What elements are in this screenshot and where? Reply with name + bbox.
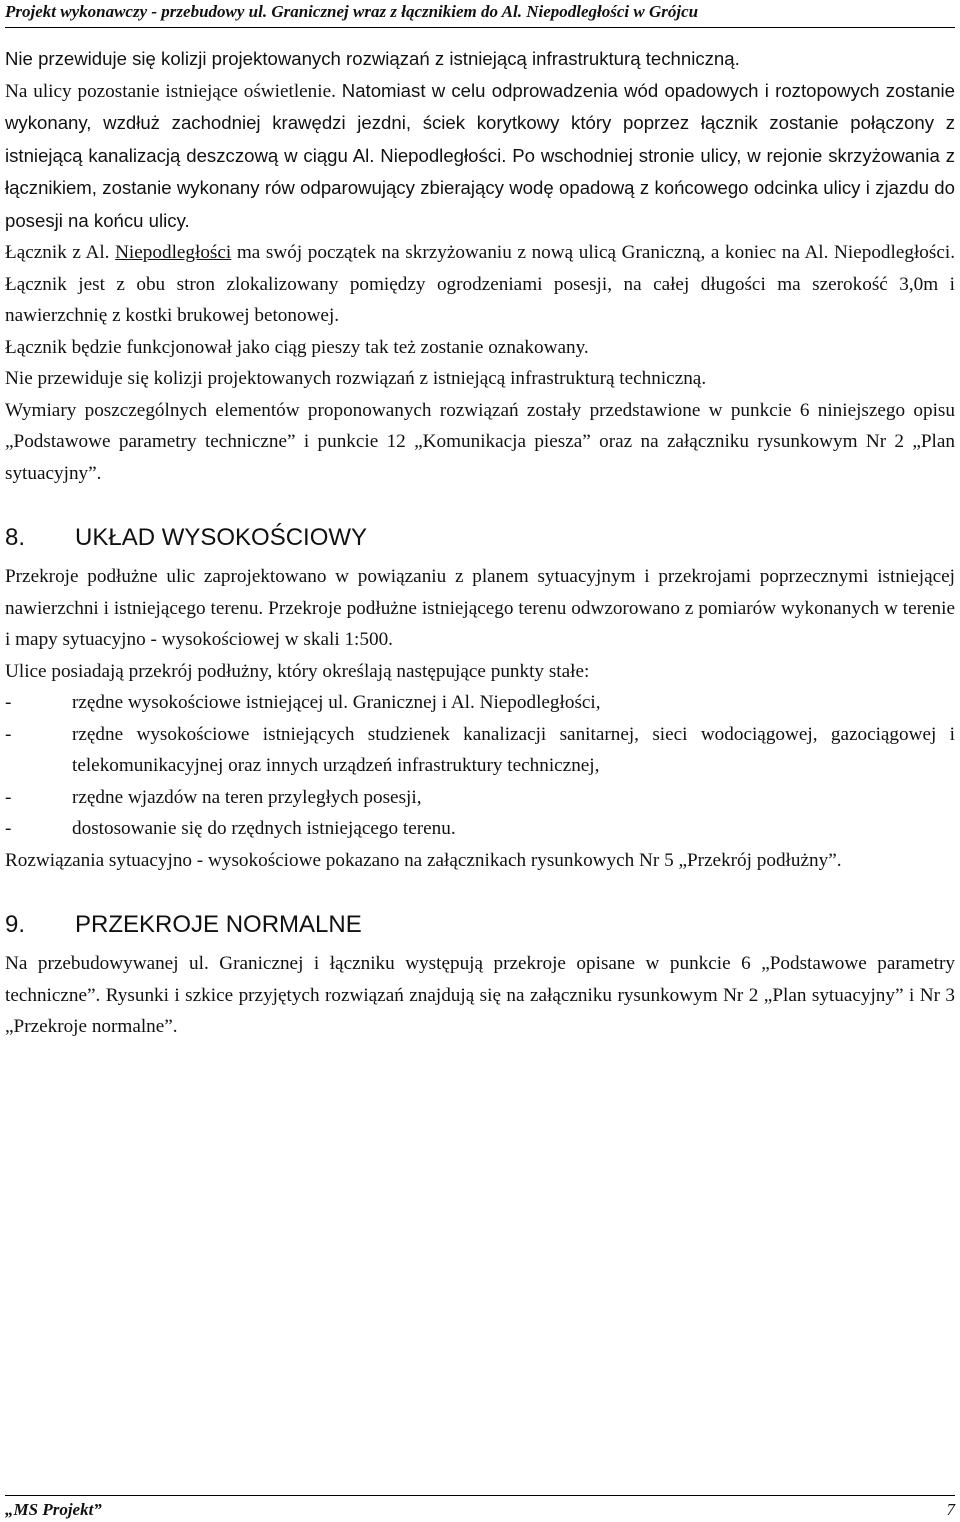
page-number: 7 <box>946 1500 955 1519</box>
list-item-text: rzędne wysokościowe istniejącej ul. Granicznej i Al. Niepodległości, <box>72 692 601 713</box>
section-8-paragraph-3: Rozwiązania sytuacyjno - wysokościowe pokazano na załącznikach rysunkowych Nr 5 „Przekrój podłużny”. <box>5 849 842 871</box>
paragraph-connector-start: Łącznik z Al. <box>5 242 116 263</box>
list-item <box>5 719 955 782</box>
paragraph-drainage-serif: Na ulicy pozostanie istniejące oświetlenie. <box>5 80 342 102</box>
paragraph-pedestrian: Łącznik będzie funkcjonował jako ciąg pieszy tak też zostanie oznakowany. <box>5 336 589 358</box>
list-item <box>5 782 955 814</box>
paragraph-connector <box>5 237 955 332</box>
list-dash: - <box>5 786 12 808</box>
paragraph-drainage-sans: Natomiast w celu odprowadzenia wód opadowych i roztopowych zostanie wykonany, wzdłuż zachodniej krawędzi jezdni, ściek korytkowy który poprzez łącznik zostanie połączony z istniejącą kanalizacją deszczową w ciągu Al. Niepodległości. Po wschodniej stronie ulicy, w rejonie skrzyżowania z łącznikiem, zostanie wykonany rów odparowujący zbierający wodę opadową z końcowego odcinka ulicy i zjazdu do posesji na końcu ulicy. <box>5 79 956 231</box>
header-divider <box>5 27 955 28</box>
paragraph-connector-underlined: Niepodległości <box>115 242 232 263</box>
section-8-title: UKŁAD WYSOKOŚCIOWY <box>75 524 368 551</box>
section-9-heading <box>5 910 955 940</box>
list-dash: - <box>5 692 12 713</box>
list-item-text: dostosowanie się do rzędnych istniejącego terenu. <box>72 818 456 839</box>
section-9-title: PRZEKROJE NORMALNE <box>75 911 362 938</box>
document-body <box>5 43 955 1043</box>
section-8-paragraph-2: Ulice posiadają przekrój podłużny, który określają następujące punkty stałe: <box>5 660 590 682</box>
section-8-heading <box>5 523 955 553</box>
section-9-number: 9. <box>5 911 26 938</box>
paragraph-drainage <box>5 75 955 238</box>
paragraph-no-collision-1: Nie przewiduje się kolizji projektowanych rozwiązań z istniejącą infrastrukturą techniczną. <box>5 48 740 69</box>
list-item-text: rzędne wysokościowe istniejących studzienek kanalizacji sanitarnej, sieci wodociągowej, gazociągowej i telekomunikacyjnej oraz innych urządzeń infrastruktury technicznej, <box>72 723 955 776</box>
section-9-paragraph-1: Na przebudowywanej ul. Granicznej i łączniku występują przekroje opisane w punkcie 6 „Podstawowe parametry techniczne”. Rysunki i szkice przyjętych rozwiązań znajdują się na załączniku rysunkowym Nr 2 „Plan sytuacyjny” i Nr 3 „Przekroje normalne”. <box>5 953 955 1037</box>
section-8-number: 8. <box>5 524 26 551</box>
list-item <box>5 687 955 719</box>
paragraph-connector-end: ma swój początek na skrzyżowaniu z nową ulicą Graniczną, a koniec na Al. Niepodległości. Łącznik jest z obu stron zlokalizowany pomiędzy ogrodzeniami posesji, na całej długości ma szerokość 3,0m i nawierzchnię z kostki brukowej betonowej. <box>5 242 955 326</box>
paragraph-dimensions: Wymiary poszczególnych elementów proponowanych rozwiązań zostały przedstawione w punkcie 6 niniejszego opisu „Podstawowe parametry techniczne” i punkcie 12 „Komunikacja piesza” oraz na załączniku rysunkowym Nr 2 „Plan sytuacyjny”. <box>5 399 955 484</box>
footer-company: „MS Projekt” <box>5 1500 102 1519</box>
list-dash: - <box>5 818 12 839</box>
page-header: Projekt wykonawczy - przebudowy ul. Granicznej wraz z łącznikiem do Al. Niepodległości w Grójcu <box>5 2 699 21</box>
list-item-text: rzędne wjazdów na teren przyległych posesji, <box>72 786 422 808</box>
paragraph-no-collision-2: Nie przewiduje się kolizji projektowanych rozwiązań z istniejącą infrastrukturą techniczną. <box>5 368 707 389</box>
section-8-paragraph-1: Przekroje podłużne ulic zaprojektowano w powiązaniu z planem sytuacyjnym i przekrojami poprzecznymi istniejącej nawierzchni i istniejącego terenu. Przekroje podłużne istniejącego terenu odwzorowano z pomiarów wykonanych w terenie i mapy sytuacyjno - wysokościowej w skali 1:500. <box>5 566 955 650</box>
footer-divider <box>5 1495 955 1496</box>
list-item <box>5 813 955 845</box>
list-dash: - <box>5 723 12 745</box>
